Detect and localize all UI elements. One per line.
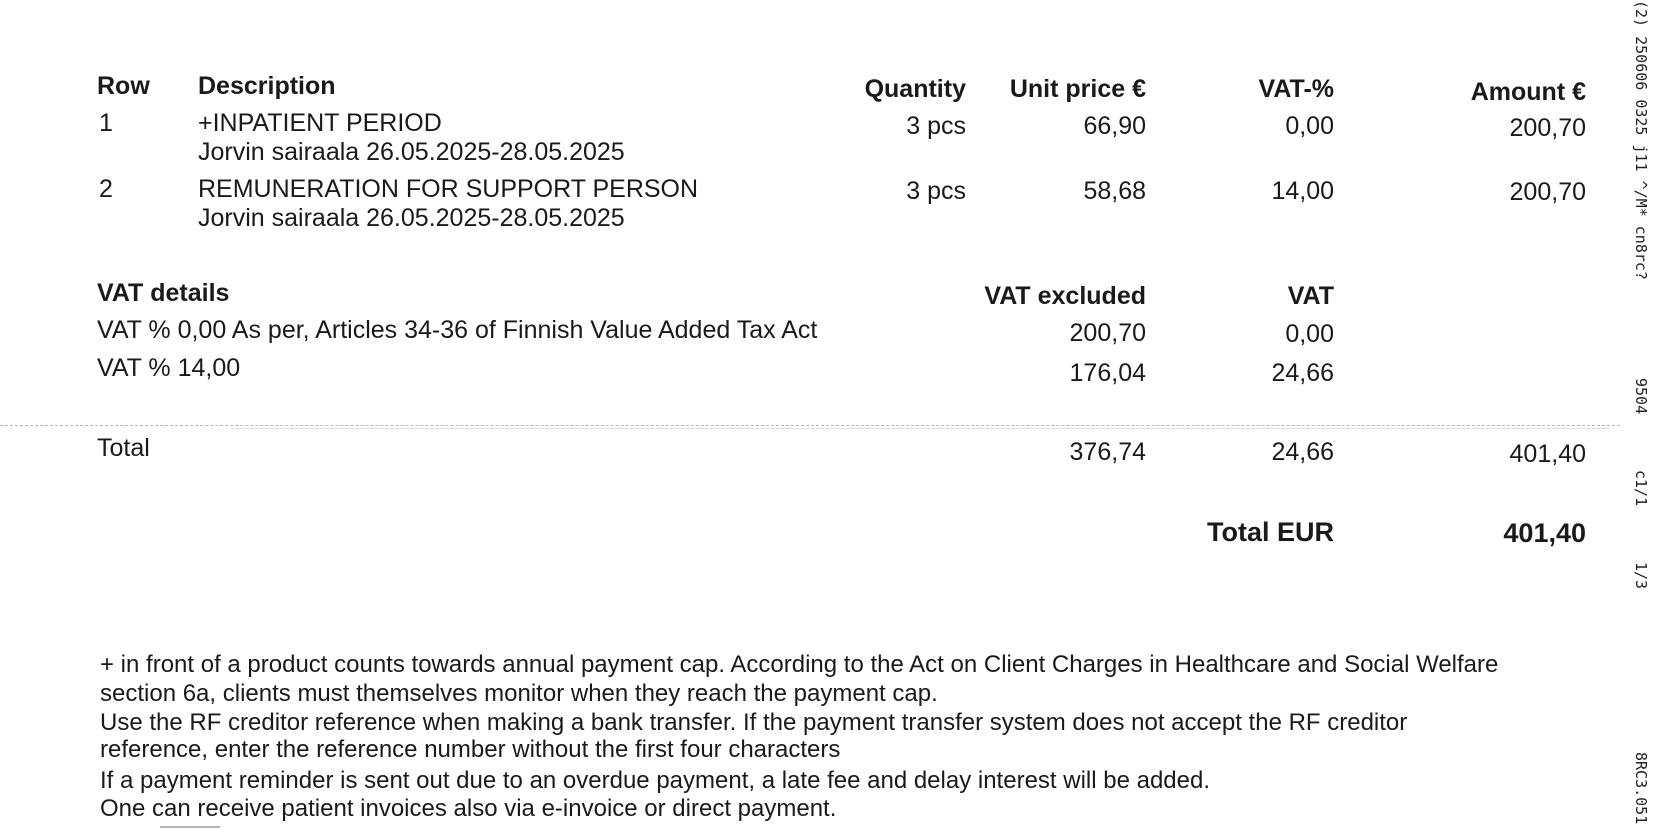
note-line-1: + in front of a product counts towards annual payment cap. According to the Act on Client Charges in Healthcare and Social Welfare bbox=[100, 651, 1499, 678]
row-2-number: 2 bbox=[99, 175, 113, 203]
header-vat-pct: VAT-% bbox=[1258, 75, 1334, 103]
note-line-4: reference, enter the reference number without the first four characters bbox=[100, 736, 841, 763]
row-1-amount: 200,70 bbox=[1509, 114, 1586, 142]
row-2-detail: Jorvin sairaala 26.05.2025-28.05.2025 bbox=[198, 204, 625, 232]
margin-code-a: (2) 250606 0325 j11 ^/M* cn8rc? bbox=[1632, 0, 1650, 280]
row-2-unit-price: 58,68 bbox=[1083, 177, 1146, 205]
row-1-vat-pct: 0,00 bbox=[1285, 112, 1334, 140]
total-excluded: 376,74 bbox=[1069, 438, 1146, 466]
note-line-5: If a payment reminder is sent out due to an overdue payment, a late fee and delay interest will be added. bbox=[100, 767, 1211, 794]
paper-fold-line bbox=[0, 425, 1620, 426]
note-line-6: One can receive patient invoices also via e-invoice or direct payment. bbox=[100, 795, 837, 822]
total-amount: 401,40 bbox=[1509, 440, 1586, 468]
row-2-quantity: 3 pcs bbox=[906, 177, 966, 205]
grand-total-amount: 401,40 bbox=[1503, 518, 1586, 548]
header-row: Row bbox=[97, 72, 150, 100]
vat-line-2-vat: 24,66 bbox=[1271, 359, 1334, 387]
row-1-unit-price: 66,90 bbox=[1083, 112, 1146, 140]
cut-off-text-fragment bbox=[160, 826, 220, 834]
grand-total-label: Total EUR bbox=[1207, 517, 1334, 547]
row-2-amount: 200,70 bbox=[1509, 178, 1586, 206]
vat-header: VAT bbox=[1287, 282, 1334, 310]
row-1-quantity: 3 pcs bbox=[906, 112, 966, 140]
row-1-number: 1 bbox=[99, 109, 113, 137]
vat-details-title: VAT details bbox=[97, 279, 230, 307]
paper-fold-shadow bbox=[230, 428, 1610, 429]
margin-code-d: 1/3 bbox=[1632, 562, 1650, 590]
vat-line-2-excluded: 176,04 bbox=[1069, 359, 1146, 387]
total-label: Total bbox=[97, 434, 150, 462]
header-description: Description bbox=[198, 72, 336, 100]
vat-excluded-header: VAT excluded bbox=[984, 282, 1146, 310]
vat-line-1-vat: 0,00 bbox=[1285, 320, 1334, 348]
row-1-description: +INPATIENT PERIOD bbox=[198, 109, 442, 137]
total-vat: 24,66 bbox=[1271, 438, 1334, 466]
margin-code-b: 9504 bbox=[1632, 378, 1650, 415]
vat-line-1-excluded: 200,70 bbox=[1069, 319, 1146, 347]
note-line-3: Use the RF creditor reference when making a bank transfer. If the payment transfer system does not accept the RF creditor bbox=[100, 709, 1408, 736]
margin-code-e: 8RC3.051 bbox=[1632, 752, 1650, 825]
vat-line-2-label: VAT % 14,00 bbox=[97, 354, 241, 382]
header-amount: Amount € bbox=[1470, 78, 1586, 106]
row-2-description: REMUNERATION FOR SUPPORT PERSON bbox=[198, 175, 699, 203]
note-line-2: section 6a, clients must themselves monitor when they reach the payment cap. bbox=[100, 680, 938, 707]
header-unit-price: Unit price € bbox=[1009, 75, 1146, 103]
header-quantity: Quantity bbox=[864, 75, 966, 103]
row-2-vat-pct: 14,00 bbox=[1271, 177, 1334, 205]
vat-line-1-label: VAT % 0,00 As per, Articles 34-36 of Finnish Value Added Tax Act bbox=[97, 316, 818, 344]
row-1-detail: Jorvin sairaala 26.05.2025-28.05.2025 bbox=[198, 138, 625, 166]
margin-code-c: c1/1 bbox=[1632, 470, 1650, 507]
